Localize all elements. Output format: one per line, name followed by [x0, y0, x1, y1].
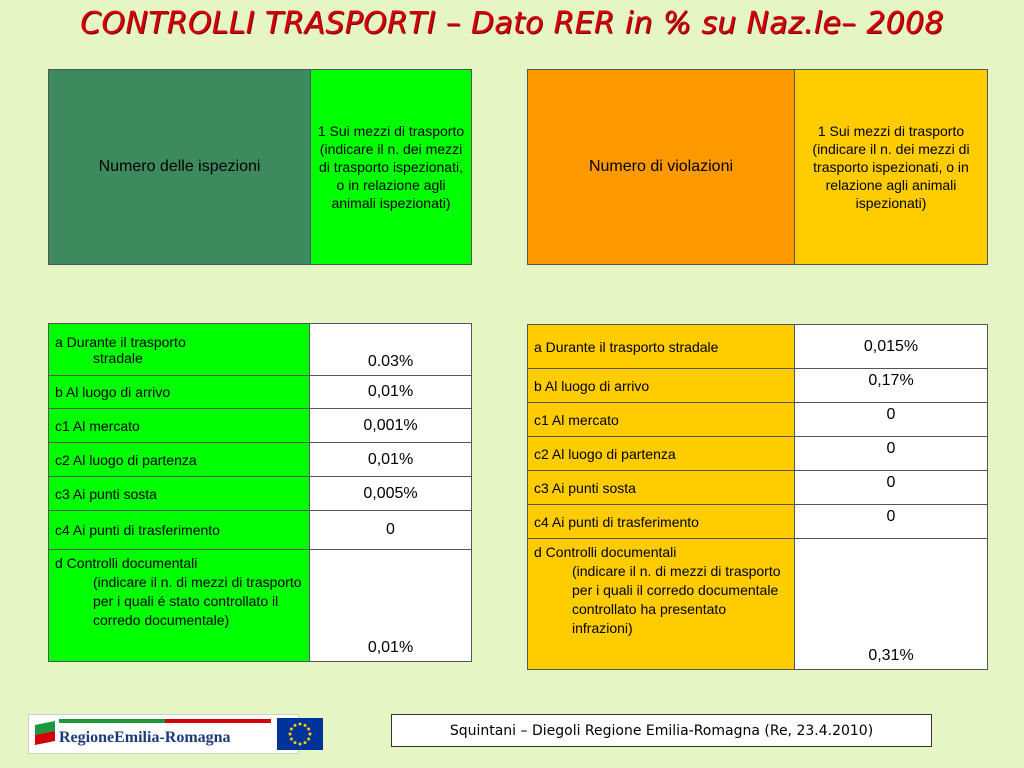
table-row — [49, 477, 472, 511]
regione-emblem-icon — [33, 719, 57, 749]
row-value: 0,001% — [310, 409, 472, 443]
row-label — [49, 324, 310, 376]
row-value: 0 — [310, 511, 472, 550]
logo-stripe-icon — [59, 719, 271, 727]
table-row — [49, 550, 472, 662]
table-row — [528, 505, 988, 539]
eu-flag-icon — [277, 718, 323, 750]
row-value: 0 — [795, 437, 988, 471]
row-label-text: d Controlli documentali — [534, 544, 677, 560]
row-label — [49, 550, 310, 662]
inspections-data-table — [48, 323, 472, 662]
table-row — [49, 324, 472, 376]
table-row — [528, 403, 988, 437]
inspections-header-table — [48, 69, 472, 265]
violations-header-label: Numero di violazioni — [528, 70, 795, 265]
violations-header-description: 1 Sui mezzi di trasporto (indicare il n. dei mezzi di trasporto ispezionati, o in relazione agli animali ispezionati) — [795, 70, 988, 265]
table-row — [49, 376, 472, 409]
inspections-header-label: Numero delle ispezioni — [49, 70, 311, 265]
row-value: 0 — [795, 505, 988, 539]
table-row — [528, 325, 988, 369]
row-label-text: a Durante il trasporto — [55, 333, 186, 350]
table-row — [528, 471, 988, 505]
row-label: a Durante il trasporto stradale — [528, 325, 795, 369]
table-row — [528, 437, 988, 471]
row-label-continuation: stradale — [93, 349, 143, 366]
row-label: b Al luogo di arrivo — [528, 369, 795, 403]
row-label: c2 Al luogo di partenza — [49, 443, 310, 477]
table-row — [528, 369, 988, 403]
row-value: 0.03% — [310, 324, 472, 376]
row-value: 0,01% — [310, 443, 472, 477]
row-label: c4 Ai punti di trasferimento — [49, 511, 310, 550]
row-value: 0 — [795, 471, 988, 505]
row-value: 0,01% — [310, 376, 472, 409]
regione-logo — [28, 714, 299, 754]
row-value: 0,01% — [310, 550, 472, 662]
row-label: c1 Al mercato — [528, 403, 795, 437]
table-row — [528, 539, 988, 670]
row-label: c2 Al luogo di partenza — [528, 437, 795, 471]
row-label-continuation: (indicare il n. di mezzi di trasporto per i quali é stato controllato il corredo documentale) — [93, 574, 302, 628]
row-label-text: d Controlli documentali — [55, 555, 198, 571]
inspections-header-description: 1 Sui mezzi di trasporto (indicare il n. dei mezzi di trasporto ispezionati, o in relazione agli animali ispezionati) — [311, 70, 472, 265]
table-row — [49, 409, 472, 443]
row-value: 0,015% — [795, 325, 988, 369]
violations-header-table — [527, 69, 988, 265]
row-value: 0 — [795, 403, 988, 437]
row-label — [528, 539, 795, 670]
footer-credit: Squintani – Diegoli Regione Emilia-Romagna (Re, 23.4.2010) — [391, 714, 932, 747]
row-label: c1 Al mercato — [49, 409, 310, 443]
row-label: b Al luogo di arrivo — [49, 376, 310, 409]
violations-data-table — [527, 324, 988, 670]
row-label-continuation: (indicare il n. di mezzi di trasporto per i quali il corredo documentale controllato ha presentato infrazioni) — [572, 563, 781, 636]
row-label: c3 Ai punti sosta — [528, 471, 795, 505]
row-label: c3 Ai punti sosta — [49, 477, 310, 511]
row-label: c4 Ai punti di trasferimento — [528, 505, 795, 539]
page-title: CONTROLLI TRASPORTI – Dato RER in % su Naz.le– 2008 — [80, 6, 944, 41]
table-row — [49, 511, 472, 550]
row-value: 0,005% — [310, 477, 472, 511]
row-value: 0,17% — [795, 369, 988, 403]
table-row — [49, 443, 472, 477]
row-value: 0,31% — [795, 539, 988, 670]
logo-text: RegioneEmilia-Romagna — [59, 729, 231, 746]
